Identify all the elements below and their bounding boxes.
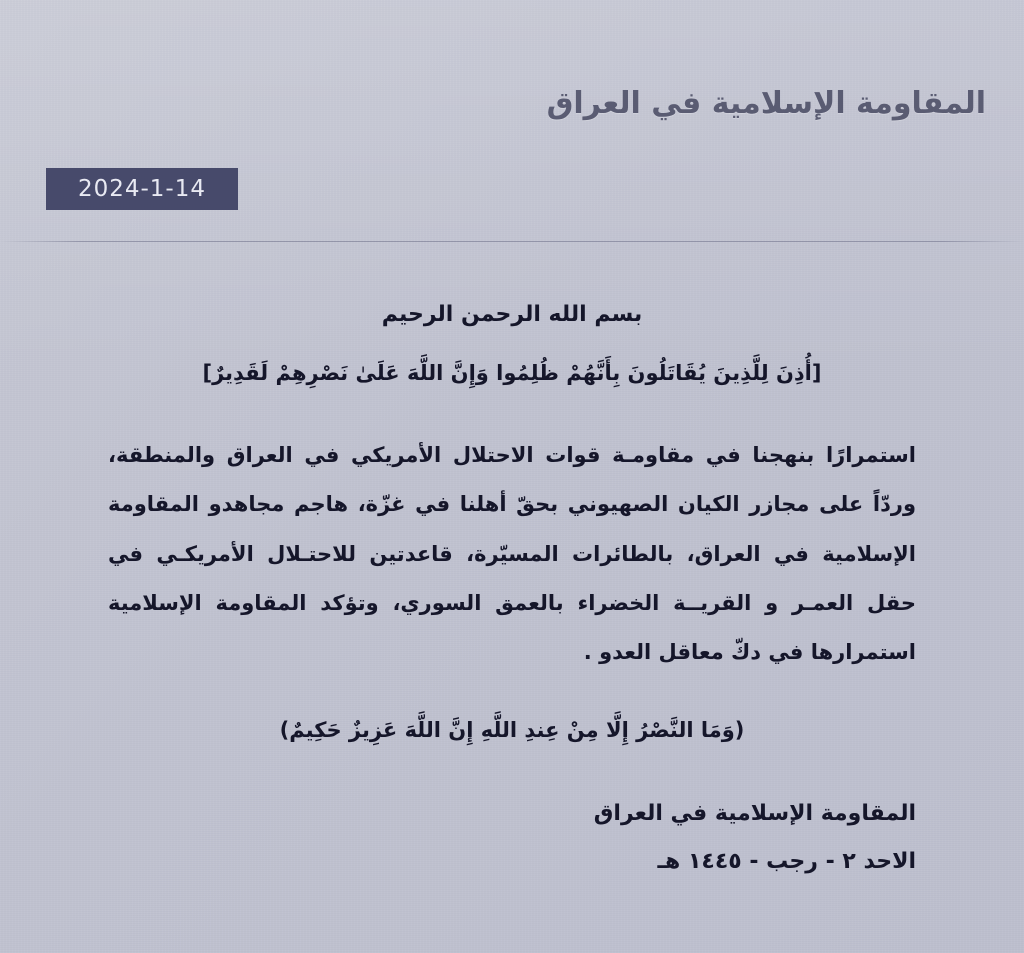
signature-organization: المقاومة الإسلامية في العراق <box>593 800 916 826</box>
organization-logo-text: المقاومة الإسلامية في العراق <box>546 86 986 121</box>
quran-closing-verse: (وَمَا النَّصْرُ إِلَّا مِنْ عِندِ اللَّهِ إِنَّ اللَّهَ عَزِيزٌ حَكِيمٌ) <box>279 717 745 742</box>
header-divider <box>0 241 1024 242</box>
signature-block <box>86 790 938 887</box>
statement-body <box>0 270 1024 887</box>
signature-hijri-date: الاحد ٢ - رجب - ١٤٤٥ هـ <box>657 849 916 875</box>
document-header <box>0 0 1024 240</box>
statement-paragraph: استمرارًا بنهجنا في مقاومـة قوات الاحتلال الأمريكي في العراق والمنطقة، وردّاً على مجازر الكيان الصهيوني بحقّ أهلنا في غزّة، هاجم مجاهدو المقاومة الإسلامية في العراق، بالطائرات المسيّرة، قاعدتين للاحتـلال الأمريكـي في حقل العمـر و القريــة الخضراء بالعمق السوري، وتؤكد المقاومة الإسلامية استمرارها في دكّ معاقل العدو . <box>108 443 916 665</box>
quran-opening-verse: [أُذِنَ لِلَّذِينَ يُقَاتَلُونَ بِأَنَّهُمْ ظُلِمُوا وَإِنَّ اللَّهَ عَلَىٰ نَصْرِهِمْ لَقَدِيرٌ] <box>202 361 822 385</box>
date-badge: 2024-1-14 <box>46 168 238 210</box>
basmala-line: بسم الله الرحمن الرحيم <box>381 302 643 327</box>
